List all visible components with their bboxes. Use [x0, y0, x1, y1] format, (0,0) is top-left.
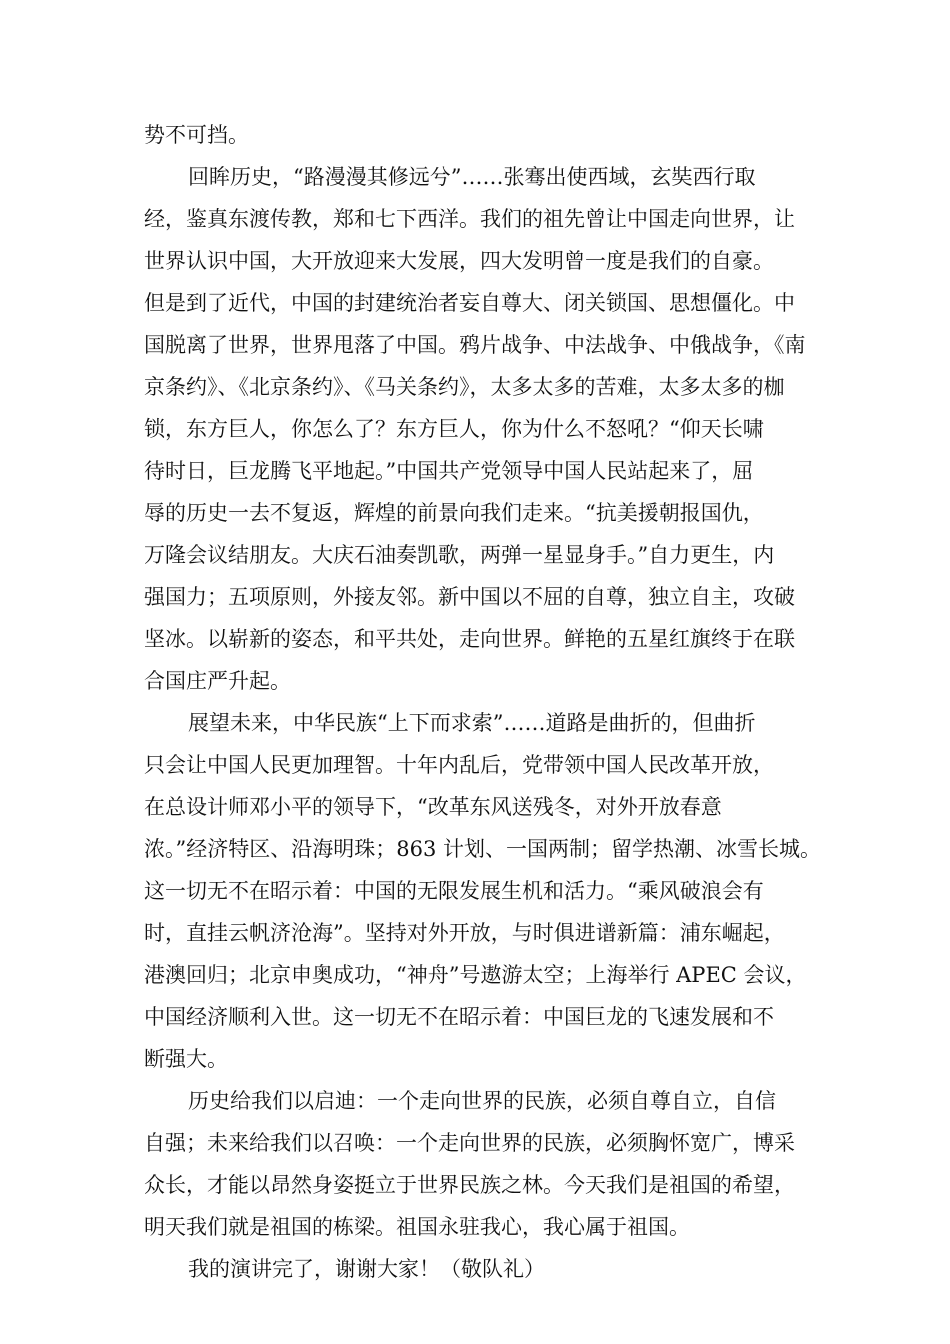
paragraph-history-start: 回眸历史，“路漫漫其修远兮”……张骞出使西域，玄奘西行取 [188, 165, 756, 189]
text-line: 万隆会议结朋友。大庆石油奏凯歌，两弹一星显身手。”自力更生，内 [144, 543, 775, 567]
text-line: 世界认识中国，大开放迎来大发展，四大发明曾一度是我们的自豪。 [144, 249, 774, 273]
paragraph-enlightenment-start: 历史给我们以启迪：一个走向世界的民族，必须自尊自立，自信 [188, 1089, 776, 1113]
text-line: 在总设计师邓小平的领导下，“改革东风送残冬，对外开放春意 [144, 795, 722, 819]
paragraph-future-start: 展望未来，中华民族“上下而求索”……道路是曲折的，但曲折 [188, 711, 756, 735]
text-line: 坚冰。以崭新的姿态，和平共处，走向世界。鲜艳的五星红旗终于在联 [144, 627, 795, 651]
text-line: 港澳回归；北京申奥成功，“神舟”号遨游太空；上海举行 APEC 会议， [144, 963, 807, 987]
text-line: 待时日，巨龙腾飞平地起。”中国共产党领导中国人民站起来了，屈 [144, 459, 754, 483]
text-line: 这一切无不在昭示着：中国的无限发展生机和活力。“乘风破浪会有 [144, 879, 764, 903]
text-line: 浓。”经济特区、沿海明珠；863 计划、一国两制；留学热潮、冰雪长城。 [144, 837, 821, 861]
text-line: 中国经济顺利入世。这一切无不在昭示着：中国巨龙的飞速发展和不 [144, 1005, 774, 1029]
closing-line: 我的演讲完了，谢谢大家！（敬队礼） [188, 1257, 545, 1281]
text-line: 京条约》、《北京条约》、《马关条约》，太多太多的苦难，太多太多的枷 [144, 375, 785, 399]
text-line: 合国庄严升起。 [144, 669, 291, 693]
text-line: 国脱离了世界，世界甩落了中国。鸦片战争、中法战争、中俄战争，《南 [144, 333, 806, 357]
text-line: 辱的历史一去不复返，辉煌的前景向我们走来。“抗美援朝报国仇， [144, 501, 764, 525]
text-line: 强国力；五项原则，外接友邻。新中国以不屈的自尊，独立自主，攻破 [144, 585, 795, 609]
text-line: 锁，东方巨人，你怎么了？东方巨人，你为什么不怒吼？“仰天长啸 [144, 417, 764, 441]
text-line: 时，直挂云帆济沧海”。坚持对外开放，与时俱进谱新篇：浦东崛起， [144, 921, 785, 945]
text-line: 自强；未来给我们以召唤：一个走向世界的民族，必须胸怀宽广，博采 [144, 1131, 795, 1155]
text-line: 只会让中国人民更加理智。十年内乱后，党带领中国人民改革开放， [144, 753, 774, 777]
text-line: 明天我们就是祖国的栋梁。祖国永驻我心，我心属于祖国。 [144, 1215, 690, 1239]
text-line: 但是到了近代，中国的封建统治者妄自尊大、闭关锁国、思想僵化。中 [144, 291, 795, 315]
text-line: 断强大。 [144, 1047, 228, 1071]
text-line: 众长，才能以昂然身姿挺立于世界民族之林。今天我们是祖国的希望， [144, 1173, 795, 1197]
text-line: 经，鉴真东渡传教，郑和七下西洋。我们的祖先曾让中国走向世界，让 [144, 207, 795, 231]
speech-text [144, 114, 821, 1290]
text-line: 势不可挡。 [144, 123, 249, 147]
